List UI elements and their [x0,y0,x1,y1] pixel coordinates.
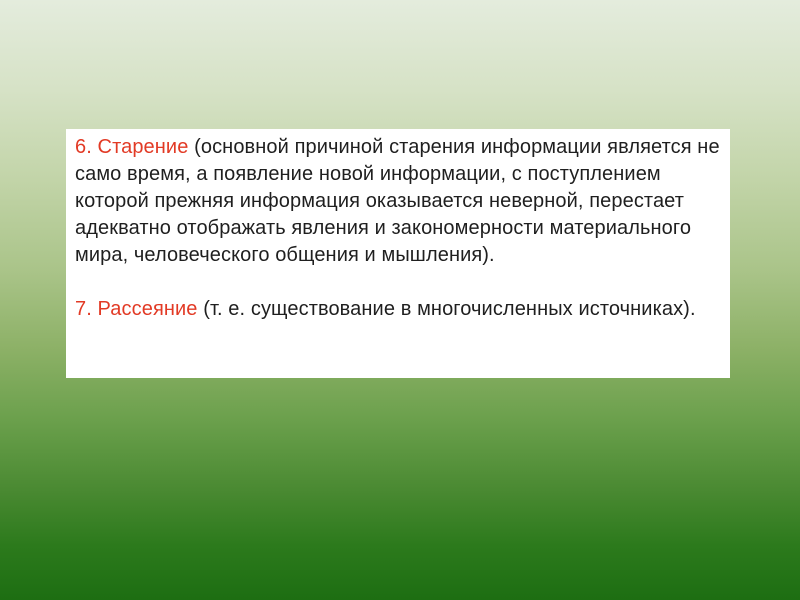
paragraph-dispersion-body: (т. е. существование в многочисленных источниках). [197,298,696,320]
slide-text-box [66,129,730,378]
paragraph-aging-heading: 6. Старение [75,136,189,158]
paragraph-aging [75,134,722,269]
paragraph-dispersion [75,296,722,323]
paragraph-dispersion-heading: 7. Рассеяние [75,298,198,320]
paragraph-aging-body: (основной причиной старения информации является не само время, а появление новой информации, с поступлением которой прежняя информация оказывается неверной, перестает адекватно отображать явления и закономерности материального мира, человеческого общения и мышления). [75,136,720,266]
